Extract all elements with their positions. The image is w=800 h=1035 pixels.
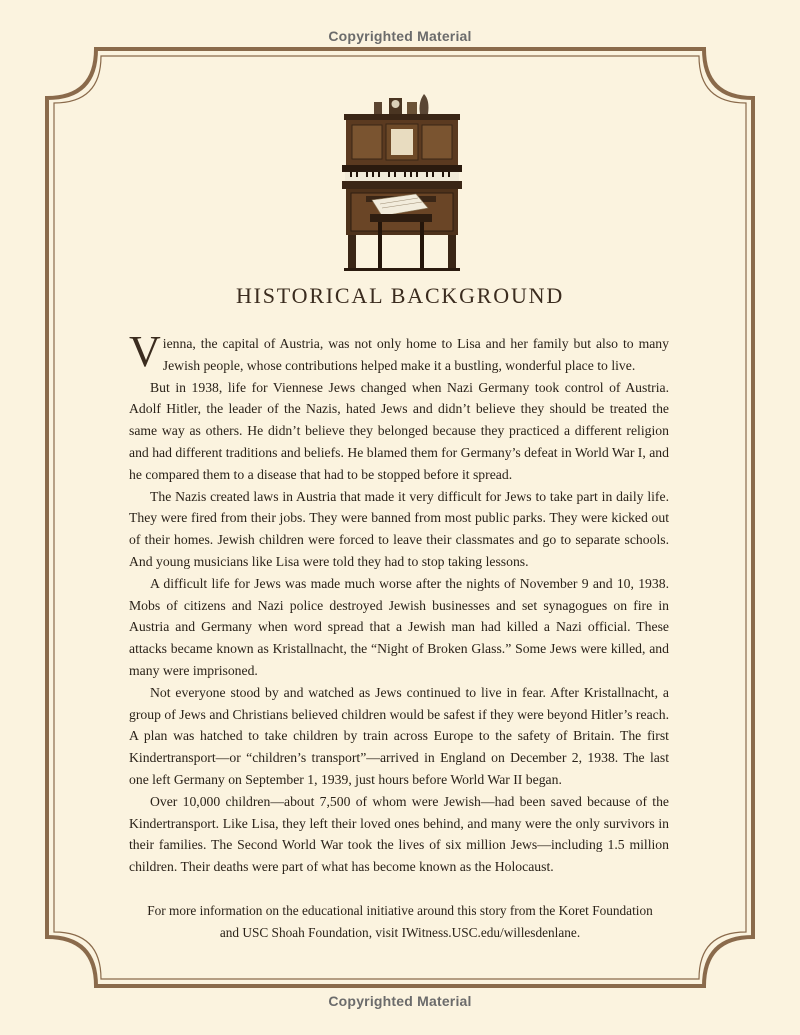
paragraph-text: ienna, the capital of Austria, was not only home to Lisa and her family but also to many Jewish people, whose contributions helped make it a bustling, wonderful place to live. xyxy=(162,336,669,373)
paragraph: Not everyone stood by and watched as Jews continued to live in fear. After Kristallnacht, a group of Jews and Christians believed children would be safest if they were beyond Hitler’s reach. A plan was hatched to take children by train across Europe to the safety of Britain. The first Kindertransport—or “children’s transport”—arrived in England on December 2, 1938. The last one left Germany on September 1, 1939, just hours before World War II began. xyxy=(129,684,669,787)
copyright-notice-bottom: Copyrighted Material xyxy=(328,993,472,1009)
paragraph: The Nazis created laws in Austria that made it very difficult for Jews to take part in daily life. They were fired from their jobs. They were banned from most public parks. They were kicked out of their homes. Jewish children were forced to leave their classmates and go to separate schools. And young musicians like Lisa were told they had to stop taking lessons. xyxy=(129,488,669,569)
more-info-note: For more information on the educational initiative around this story from the Koret Foundation and USC Shoah Foundation, visit IWitness.USC.edu/willesdenlane. xyxy=(147,903,653,940)
paragraph: Over 10,000 children—about 7,500 of whom were Jewish—had been saved because of the Kindertransport. Like Lisa, they left their loved ones behind, and many were the only survivors in their families. The Second World War took the lives of six million Jews—including 1.5 million children. Their deaths were part of what has become known as the Holocaust. xyxy=(129,793,669,875)
paragraph: A difficult life for Jews was made much worse after the nights of November 9 and 10, 1938. Mobs of citizens and Nazi police destroyed Jewish businesses and set synagogues on fire in Austria and Germany when word spread that a Jewish man had killed a Nazi official. These attacks became known as Kristallnacht, the “Night of Broken Glass.” Some Jews were killed, and many were imprisoned. xyxy=(129,575,669,678)
copyright-notice-top: Copyrighted Material xyxy=(328,28,472,44)
page-title: HISTORICAL BACKGROUND xyxy=(235,283,565,308)
article-body xyxy=(129,327,669,878)
paragraph: But in 1938, life for Viennese Jews changed when Nazi Germany took control of Austria. Adolf Hitler, the leader of the Nazis, hated Jews and didn’t believe they should be treated the same way as others. He didn’t believe they belonged because they practiced a different religion and had different traditions and beliefs. He blamed them for Germany’s defeat in World War I, and he compared them to a disease that had to be stopped before it spread. xyxy=(129,379,669,482)
drop-cap: V xyxy=(129,327,161,376)
upright-piano-illustration xyxy=(336,90,466,275)
paragraph xyxy=(129,327,669,377)
